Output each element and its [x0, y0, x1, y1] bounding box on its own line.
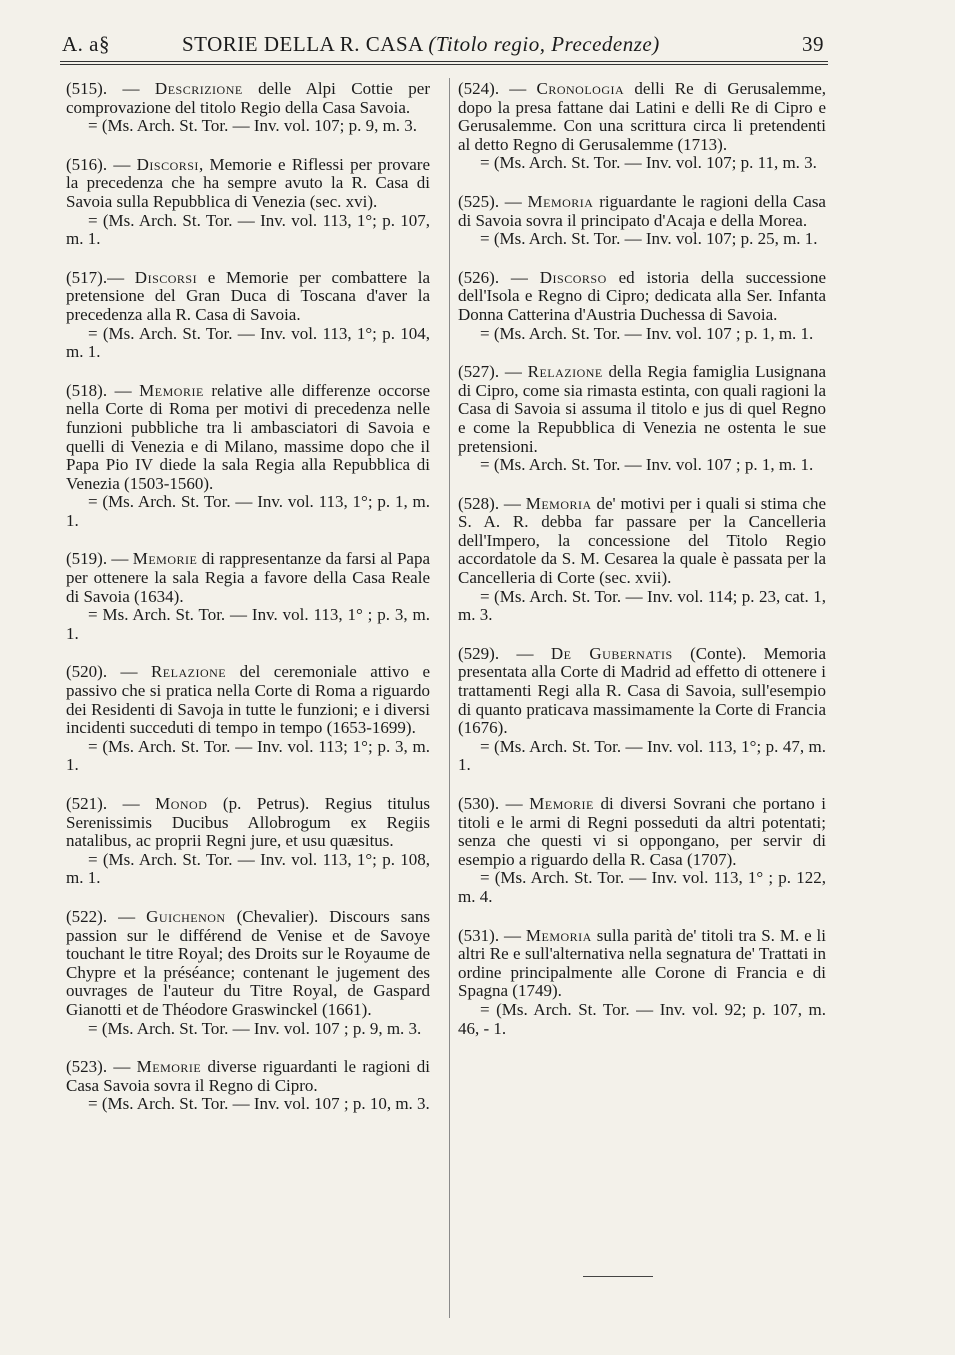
header-rule — [60, 61, 828, 62]
catalog-entry: (520). — Relazione del ceremoniale attivo e passivo che si pratica nella Corte di Roma a riguardo dei Residenti di Savoja in tutte le funzioni; e i diversi incidenti succeduti di tempo in tempo (1653-1699). = (Ms. Arch. St. Tor. — Inv. vol. 113; 1°; p. 3, m. 1. — [66, 662, 430, 775]
catalog-entry: (529). — De Gubernatis (Conte). Memoria presentata alla Corte di Madrid ad effetto di ottenere i trattamenti Regi alla R. Casa di Savoia, sull'esempio di quanto praticava massimamente la Corte di Francia (1676). = (Ms. Arch. St. Tor. — Inv. vol. 113, 1°; p. 47, m. 1. — [458, 643, 826, 775]
right-column — [458, 80, 826, 1058]
catalog-entry: (526). — Discorso ed istoria della successione dell'Isola e Regno di Cipro; dedicata alla Ser. Infanta Donna Catterina d'Austria Duchessa di Savoia. = (Ms. Arch. St. Tor. — Inv. vol. 107 ; p. 1, m. 1. — [458, 267, 826, 343]
running-header — [62, 26, 824, 60]
left-column — [66, 80, 430, 1134]
end-rule — [583, 1276, 653, 1277]
header-rule — [60, 64, 828, 65]
catalog-entry: (517).— Discorsi e Memorie per combattere la pretensione del Gran Duca di Toscana d'aver la precedenza alla R. Casa di Savoia. = (Ms. Arch. St. Tor. — Inv. vol. 113, 1°; p. 104, m. 1. — [66, 267, 430, 362]
catalog-entry: (530). — Memorie di diversi Sovrani che portano i titoli e le armi di Regni posseduti da altri potentati; senza che questi vi si oppongano, per servir di esempio a riguardo della R. Casa (1707). = (Ms. Arch. St. Tor. — Inv. vol. 113, 1° ; p. 122, m. 4. — [458, 794, 826, 906]
catalog-entry: (522). — Guichenon (Chevalier). Discours sans passion sur le différend de Venise et de Savoye touchant le titre Royal; des Droits sur le Royaume de Chypre et la préséance; contenant le jugement des ouvrages de l'auteur du Titre Royal, de Gaspard Gianotti et de Théodore Graswinckel (1661). = (Ms. Arch. St. Tor. — Inv. vol. 107 ; p. 9, m. 3. — [66, 906, 430, 1038]
catalog-entry: (521). — Monod (p. Petrus). Regius titulus Serenissimis Ducibus Allobrogum ex Regiis natalibus, ac proprii Regni jure, et usu quæsitus. = (Ms. Arch. St. Tor. — Inv. vol. 113, 1°; p. 108, m. 1. — [66, 794, 430, 888]
catalog-entry: (528). — Memoria de' motivi per i quali si stima che S. A. R. debba far passare per la Cancelleria dell'Impero, la concessione del Titolo Regio accordatole da S. M. Cesarea la quale è passata per la Cancelleria di Corte (sec. xvii). = (Ms. Arch. St. Tor. — Inv. vol. 114; p. 23, cat. 1, m. 3. — [458, 493, 826, 625]
page-title: STORIE DELLA R. CASA (Titolo regio, Precedenze) — [182, 32, 660, 56]
catalog-entry: (531). — Memoria sulla parità de' titoli tra S. M. e li altri Re e sull'alternativa nella segnatura de' Trattati in ordine principalmente alle Corone di Francia e di Spagna (1749). = (Ms. Arch. St. Tor. — Inv. vol. 92; p. 107, m. 46, - 1. — [458, 925, 826, 1038]
page-subtitle: (Titolo regio, Precedenze) — [428, 32, 660, 56]
catalog-entry: (519). — Memorie di rappresentanze da farsi al Papa per ottenere la sala Regia a favore della Casa Reale di Savoia (1634). = Ms. Arch. St. Tor. — Inv. vol. 113, 1° ; p. 3, m. 1. — [66, 549, 430, 643]
catalog-entry: (524). — Cronologia delli Re di Gerusalemme, dopo la presa fattane dai Latini e delli Re di Cipro e Gerusalemme. Con una scrittura circa li pretendenti al detto Regno di Gerusalemme (1713). = (Ms. Arch. St. Tor. — Inv. vol. 107; p. 11, m. 3. — [458, 79, 826, 173]
catalog-entry: (516). — Discorsi, Memorie e Riflessi per provare la precedenza che ha sempre avuto la R. Casa di Savoia sulla Repubblica di Venezia (sec. xvi). = (Ms. Arch. St. Tor. — Inv. vol. 113, 1°; p. 107, m. 1. — [66, 154, 430, 249]
catalog-entry: (515). — Descrizione delle Alpi Cottie per comprovazione del titolo Regio della Casa Savoia. = (Ms. Arch. St. Tor. — Inv. vol. 107; p. 9, m. 3. — [66, 79, 430, 136]
catalog-entry: (527). — Relazione della Regia famiglia Lusignana di Cipro, come sia rimasta estinta, con quali ragioni la Casa di Savoia si assuma il titolo e jus di quel Regno e come la Repubblica di Venezia ne ostenta le sue pretensioni. = (Ms. Arch. St. Tor. — Inv. vol. 107 ; p. 1, m. 1. — [458, 362, 826, 475]
catalog-entry: (518). — Memorie relative alle differenze occorse nella Corte di Roma per motivi di precedenza nelle funzioni pubbliche tra li ambasciatori di Savoia e quelli di Venezia e di Milano, massime dopo che il Papa Pio IV diede la sala Regia alla Repubblica di Venezia (1503-1560). = (Ms. Arch. St. Tor. — Inv. vol. 113, 1°; p. 1, m. 1. — [66, 380, 430, 530]
catalog-entry: (525). — Memoria riguardante le ragioni della Casa di Savoia sovra il principato d'Acaja e della Morea. = (Ms. Arch. St. Tor. — Inv. vol. 107; p. 25, m. 1. — [458, 191, 826, 249]
signature-mark: A. a§ — [62, 32, 110, 56]
column-divider — [449, 78, 450, 1318]
catalog-entry: (523). — Memorie diverse riguardanti le ragioni di Casa Savoia sovra il Regno di Cipro. = (Ms. Arch. St. Tor. — Inv. vol. 107 ; p. 10, m. 3. — [66, 1057, 430, 1114]
page-number: 39 — [802, 32, 824, 56]
